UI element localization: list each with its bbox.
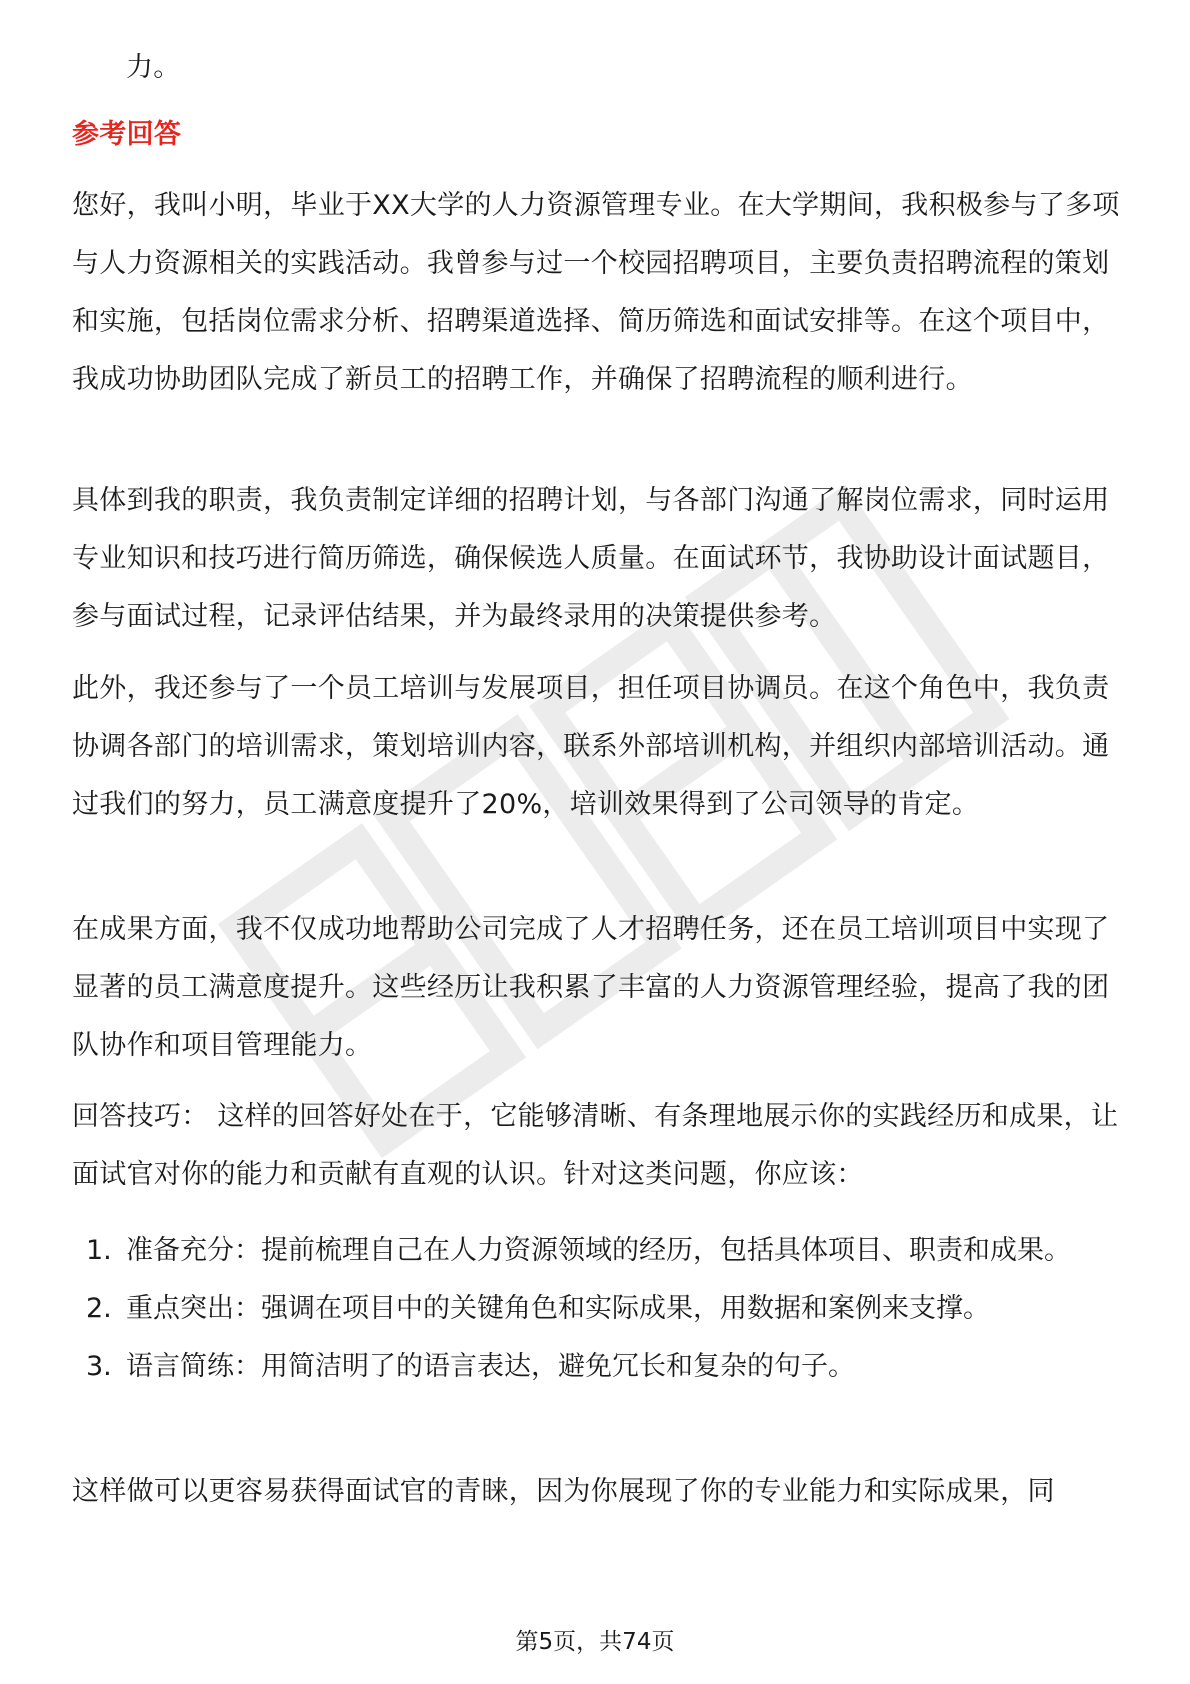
closing-paragraph: 这样做可以更容易获得面试官的青睐，因为你展现了你的专业能力和实际成果，同 (72, 1476, 1055, 1507)
page-footer: 第5页，共74页 (515, 1629, 675, 1655)
list-text: 语言简练：用简洁明了的语言表达，避免冗长和复杂的句子。 (126, 1351, 855, 1382)
list-item (72, 1222, 1122, 1280)
section-heading: 参考回答 (72, 119, 182, 150)
list-text: 准备充分：提前梳理自己在人力资源领域的经历，包括具体项目、职责和成果。 (126, 1235, 1071, 1266)
list-item (72, 1338, 1122, 1396)
list-number: 3. (86, 1351, 112, 1382)
list-item (72, 1280, 1122, 1338)
paragraph-intro: 您好，我叫小明，毕业于XX大学的人力资源管理专业。在大学期间，我积极参与了多项与人力资源相关的实践活动。我曾参与过一个校园招聘项目，主要负责招聘流程的策划和实施，包括岗位需求分析、招聘渠道选择、简历筛选和面试安排等。在这个项目中，我成功协助团队完成了新员工的招聘工作，并确保了招聘流程的顺利进行。 (72, 190, 1120, 395)
paragraph-results: 在成果方面，我不仅成功地帮助公司完成了人才招聘任务，还在员工培训项目中实现了显著的员工满意度提升。这些经历让我积累了丰富的人力资源管理经验，提高了我的团队协作和项目管理能力。 (72, 914, 1110, 1061)
top-fragment: 力。 (126, 52, 181, 83)
paragraph-training: 此外，我还参与了一个员工培训与发展项目，担任项目协调员。在这个角色中，我负责协调各部门的培训需求，策划培训内容，联系外部培训机构，并组织内部培训活动。通过我们的努力，员工满意度提升了20%，培训效果得到了公司领导的肯定。 (72, 673, 1110, 820)
list-number: 1. (86, 1235, 112, 1266)
list-text: 重点突出：强调在项目中的关键角色和实际成果，用数据和案例来支撑。 (126, 1293, 990, 1324)
tips-intro: 回答技巧： 这样的回答好处在于，它能够清晰、有条理地展示你的实践经历和成果，让面试官对你的能力和贡献有直观的认识。针对这类问题，你应该： (72, 1101, 1119, 1190)
list-number: 2. (86, 1293, 112, 1324)
paragraph-duties: 具体到我的职责，我负责制定详细的招聘计划，与各部门沟通了解岗位需求，同时运用专业知识和技巧进行简历筛选，确保候选人质量。在面试环节，我协助设计面试题目，参与面试过程，记录评估结果，并为最终录用的决策提供参考。 (72, 485, 1110, 632)
tips-list (72, 1222, 1122, 1396)
